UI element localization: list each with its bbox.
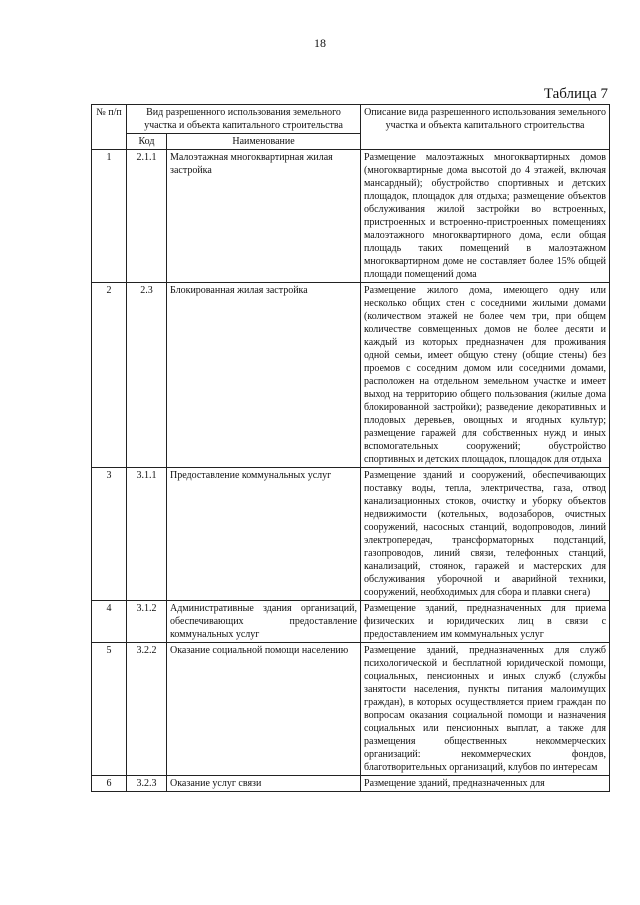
header-name: Наименование: [167, 134, 361, 150]
row-name: Оказание услуг связи: [167, 776, 361, 792]
row-num: 3: [92, 468, 127, 601]
table-row: [92, 283, 610, 468]
row-code: 2.3: [127, 283, 167, 468]
row-name: Предоставление коммунальных услуг: [167, 468, 361, 601]
header-num: № п/п: [92, 105, 127, 150]
page-number: 18: [314, 36, 326, 50]
header-description: Описание вида разрешенного использования земельного участка и объекта капитального строительства: [361, 105, 610, 150]
table-caption: Таблица 7: [543, 86, 608, 102]
row-num: 5: [92, 643, 127, 776]
row-code: 3.2.3: [127, 776, 167, 792]
row-code: 3.1.1: [127, 468, 167, 601]
row-code: 3.2.2: [127, 643, 167, 776]
table-row: [92, 150, 610, 283]
table-row: [92, 776, 610, 792]
table-row: [92, 601, 610, 643]
row-code: 3.1.2: [127, 601, 167, 643]
row-num: 4: [92, 601, 127, 643]
row-name: Оказание социальной помощи населению: [167, 643, 361, 776]
row-code: 2.1.1: [127, 150, 167, 283]
row-num: 1: [92, 150, 127, 283]
header-code: Код: [127, 134, 167, 150]
row-description: Размещение зданий, предназначенных для: [361, 776, 610, 792]
row-description: Размещение зданий и сооружений, обеспечивающих поставку воды, тепла, электричества, газа, отвод канализационных стоков, очистку и уборку объектов недвижимости (котельных, водозаборов, очистных сооружений, насосных станций, водопроводов, линий электропередач, трансформаторных подстанций, газопроводов, линий связи, телефонных станций, канализаций, стоянок, гаражей и мастерских для обслуживания уборочной и аварийной техники, сооружений, необходимых для сбора и плавки снега): [361, 468, 610, 601]
row-description: Размещение малоэтажных многоквартирных домов (многоквартирные дома высотой до 4 этажей, включая мансардный); обустройство спортивных и детских площадок, площадок для отдыха; размещение объектов обслуживания жилой застройки во встроенных, пристроенных и встроенно-пристроенных помещениях малоэтажного многоквартирного дома, если общая площадь таких помещений в малоэтажном многоквартирном доме не составляет более 15% общей площади помещений дома: [361, 150, 610, 283]
land-use-table: [91, 104, 610, 792]
row-num: 2: [92, 283, 127, 468]
header-group: Вид разрешенного использования земельного участка и объекта капитального строительства: [127, 105, 361, 134]
table-row: [92, 468, 610, 601]
table-row: [92, 643, 610, 776]
row-description: Размещение зданий, предназначенных для служб психологической и бесплатной юридической помощи, социальных, пенсионных и иных служб (службы занятости населения, пункты питания малоимущих граждан), в которых осуществляется прием граждан по вопросам оказания социальной помощи и назначения социальных или пенсионных выплат, а также для размещения общественных некоммерческих организаций: некоммерческих фондов, благотворительных организаций, клубов по интересам: [361, 643, 610, 776]
row-description: Размещение зданий, предназначенных для приема физических и юридических лиц в связи с предоставлением им коммунальных услуг: [361, 601, 610, 643]
row-description: Размещение жилого дома, имеющего одну или несколько общих стен с соседними жилыми домами (количеством этажей не более чем три, при общем количестве совмещенных домов не более десяти и каждый из которых предназначен для проживания одной семьи, имеет общую стену (общие стены) без проемов с соседним домом или соседними домами, расположен на отдельном земельном участке и имеет выход на территорию общего пользования (жилые дома блокированной застройки); разведение декоративных и плодовых деревьев, овощных и ягодных культур; размещение гаражей для собственных нужд и иных вспомогательных сооружений; обустройство спортивных и детских площадок, площадок для отдыха: [361, 283, 610, 468]
row-name: Административные здания организаций, обеспечивающих предоставление коммунальных услуг: [167, 601, 361, 643]
row-num: 6: [92, 776, 127, 792]
row-name: Блокированная жилая застройка: [167, 283, 361, 468]
row-name: Малоэтажная многоквартирная жилая застройка: [167, 150, 361, 283]
table-header-row: [92, 105, 610, 134]
